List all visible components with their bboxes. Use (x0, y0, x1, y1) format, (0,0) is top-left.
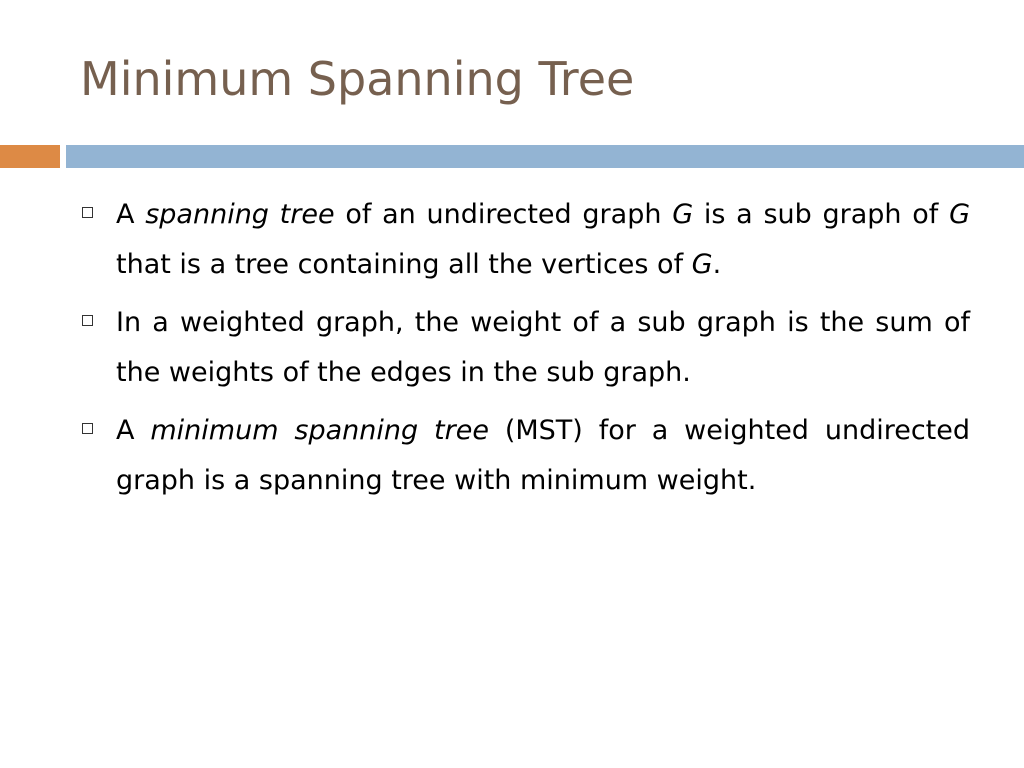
bullet-item (80, 190, 970, 290)
square-bullet-icon (80, 190, 116, 218)
bullet-text: In a weighted graph, the weight of a sub graph is the sum of the weights of the edges in the sub graph. (116, 307, 970, 388)
bullet-text: A minimum spanning tree (MST) for a weighted undirected graph is a spanning tree with minimum weight. (116, 415, 971, 496)
square-bullet-icon (80, 406, 116, 434)
bullet-text: A spanning tree of an undirected graph G is a sub graph of G that is a tree containing all the vertices of G. (116, 199, 970, 280)
bullet-list (80, 190, 970, 514)
square-bullet-icon (80, 298, 116, 326)
bullet-item (80, 298, 970, 398)
title-underline-bar (66, 145, 1024, 168)
bullet-item (80, 406, 970, 506)
slide-title: Minimum Spanning Tree (80, 52, 635, 106)
accent-bar (0, 145, 60, 168)
